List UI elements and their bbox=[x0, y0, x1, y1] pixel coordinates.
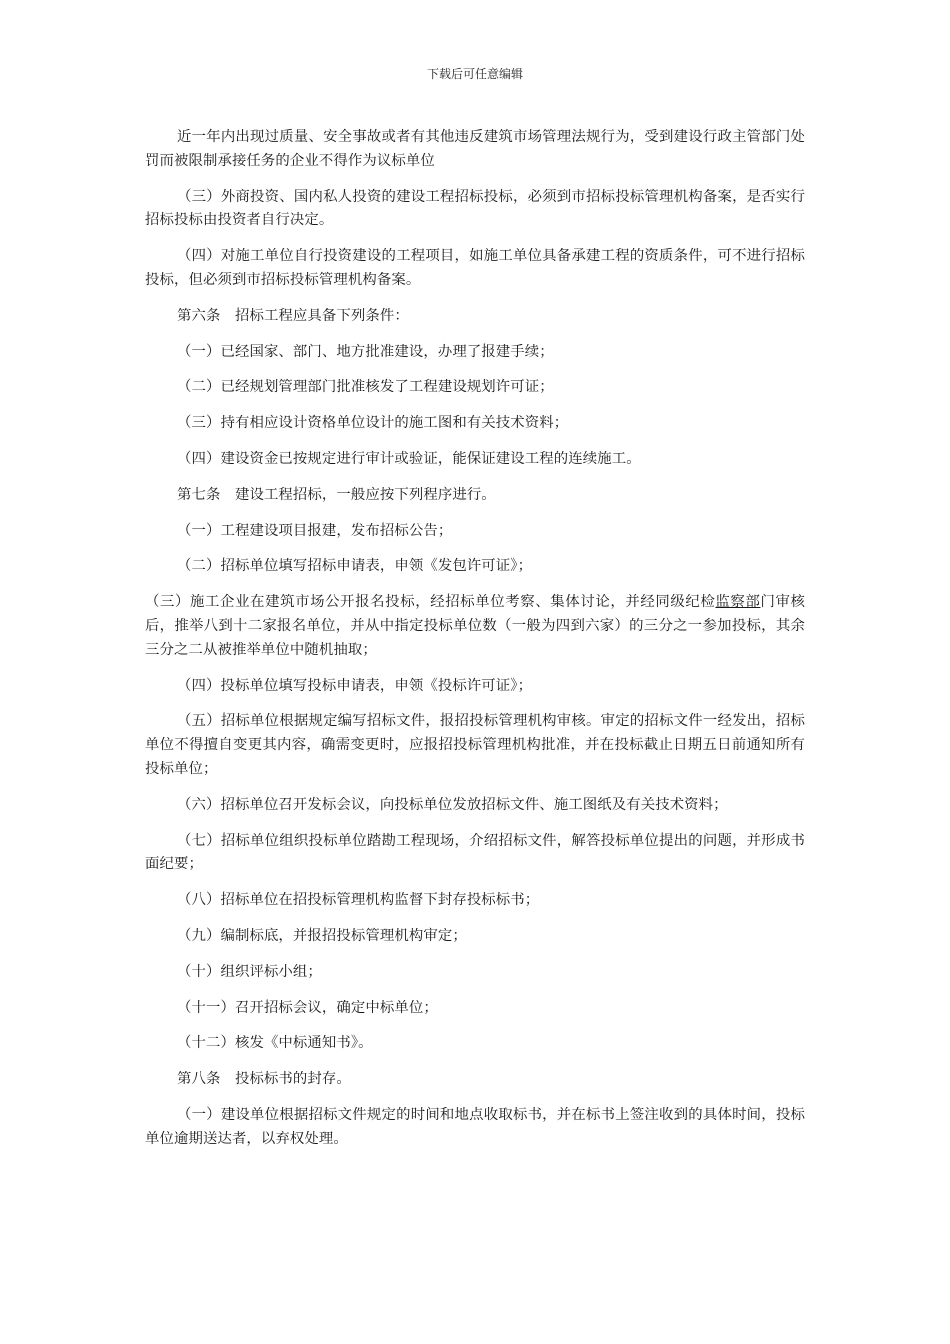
list-item: （二）已经规划管理部门批准核发了工程建设规划许可证； bbox=[177, 379, 554, 396]
list-item: （四）建设资金已按规定进行审计或验证，能保证建设工程的连续施工。 bbox=[177, 450, 641, 467]
article-heading: 第八条 投标标书的封存。 bbox=[177, 1071, 351, 1088]
list-item: （五）招标单位根据规定编写招标文件，报招投标管理机构审核。审定的招标文件一经发出，招标单位不得擅自变更其内容，确需变更时，应报招投标管理机构批准，并在投标截止日期五日前通知所有投标单位； bbox=[145, 713, 805, 777]
paragraph: （三）外商投资、国内私人投资的建设工程招标投标，必须到市招标投标管理机构备案，是否实行招标投标由投资者自行决定。 bbox=[145, 188, 805, 229]
article-heading: 第六条 招标工程应具备下列条件： bbox=[177, 307, 409, 324]
list-item: （九）编制标底，并报招投标管理机构审定； bbox=[177, 927, 467, 944]
page-header-note: 下载后可任意编辑 bbox=[426, 67, 523, 81]
list-item: （一）已经国家、部门、地方批准建设，办理了报建手续； bbox=[177, 343, 554, 360]
paragraph: 近一年内出现过质量、安全事故或者有其他违反建筑市场管理法规行为，受到建设行政主管部门处罚而被限制承接任务的企业不得作为议标单位 bbox=[145, 129, 805, 169]
list-item: （十二）核发《中标通知书》。 bbox=[177, 1035, 373, 1052]
list-item: （八）招标单位在招投标管理机构监督下封存投标标书； bbox=[177, 892, 540, 909]
supervision-dept-link[interactable]: 监察部 bbox=[715, 594, 761, 611]
paragraph-text: （三）施工企业在建筑市场公开报名投标，经招标单位考察、集体讨论，并经同级纪检 bbox=[145, 594, 716, 611]
list-item-with-link bbox=[145, 591, 805, 662]
document-body bbox=[145, 126, 805, 1164]
paragraph: （四）对施工单位自行投资建设的工程项目，如施工单位具备承建工程的资质条件，可不进行招标投标，但必须到市招标投标管理机构备案。 bbox=[145, 248, 805, 288]
list-item: （十一）召开招标会议，确定中标单位； bbox=[177, 999, 438, 1016]
list-item: （二）招标单位填写招标申请表，申领《发包许可证》； bbox=[177, 558, 533, 575]
article-heading: 第七条 建设工程招标，一般应按下列程序进行。 bbox=[177, 486, 496, 503]
list-item: （一）建设单位根据招标文件规定的时间和地点收取标书，并在标书上签注收到的具体时间，投标单位逾期送达者，以弃权处理。 bbox=[145, 1106, 805, 1147]
list-item: （十）组织评标小组； bbox=[177, 963, 322, 980]
list-item: （三）持有相应设计资格单位设计的施工图和有关技术资料； bbox=[177, 415, 569, 432]
list-item: （七）招标单位组织投标单位踏勘工程现场，介绍招标文件，解答投标单位提出的问题，并形成书面纪要； bbox=[145, 832, 805, 873]
list-item: （六）招标单位召开发标会议，向投标单位发放招标文件、施工图纸及有关技术资料； bbox=[177, 796, 728, 813]
list-item: （一）工程建设项目报建，发布招标公告； bbox=[177, 522, 453, 539]
list-item: （四）投标单位填写投标申请表，申领《投标许可证》； bbox=[177, 677, 533, 694]
paragraph-text: 门审核后，推举八到十二家报名单位，并从中指定投标单位数（一般为四到六家）的三分之一参加投标，其余三分之二从被推举单位中随机抽取； bbox=[145, 594, 805, 658]
